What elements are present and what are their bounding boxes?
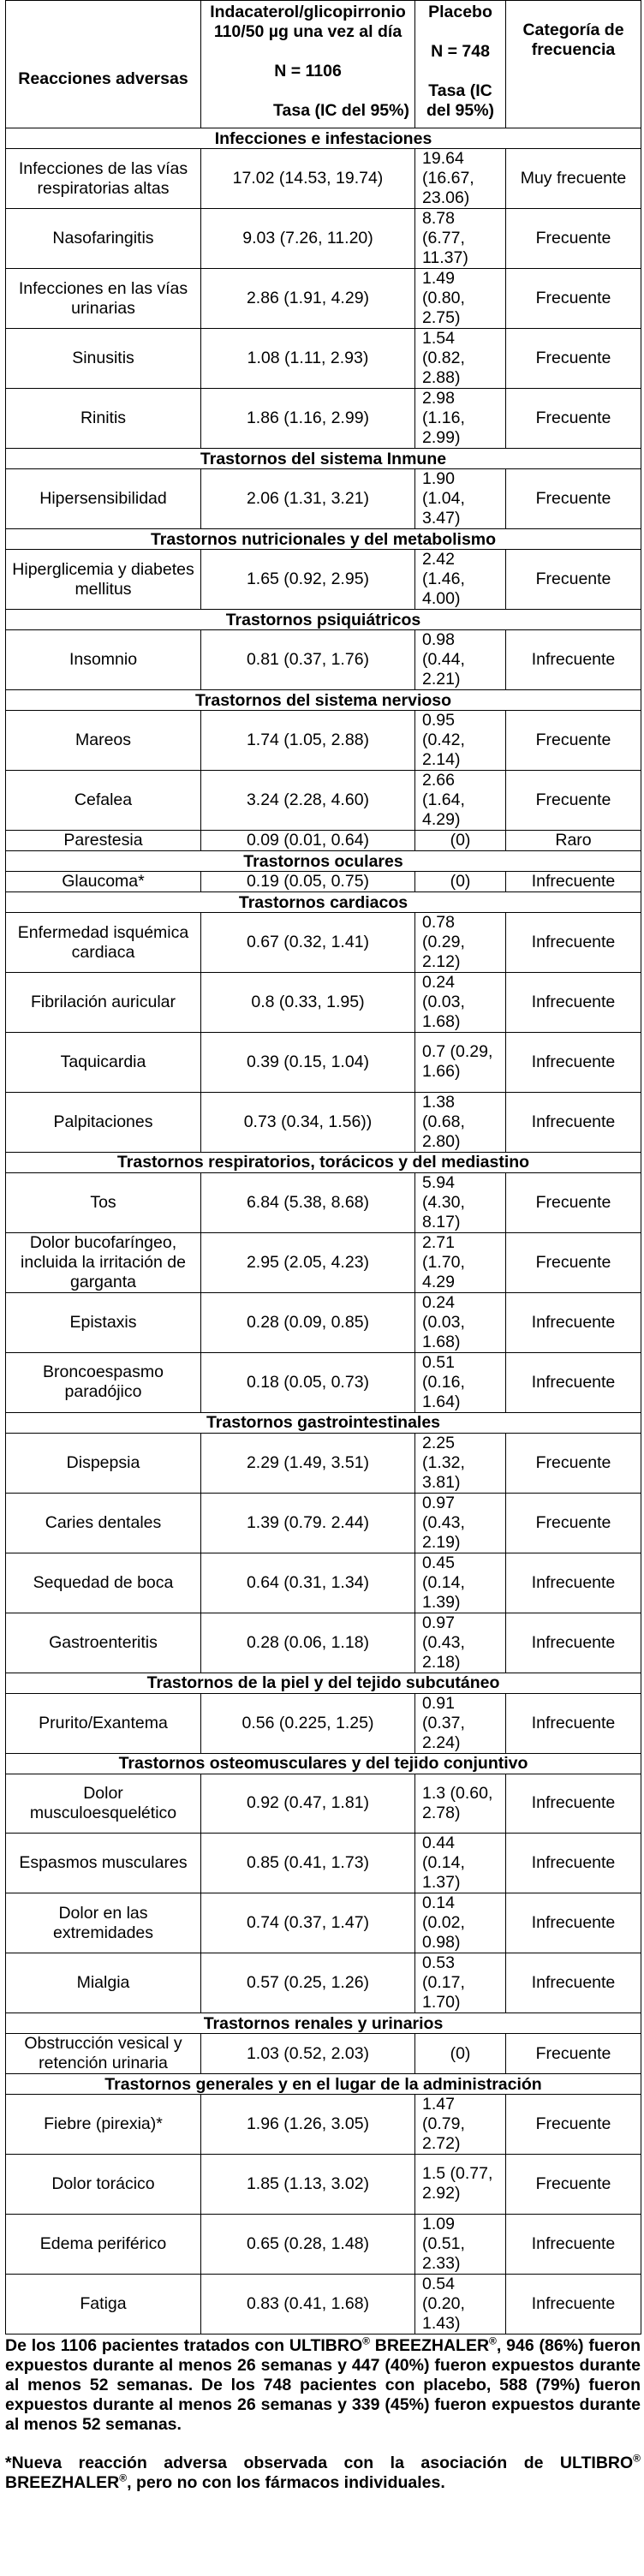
- placebo-rate-cell: 0.45 (0.14, 1.39): [415, 1553, 506, 1613]
- drug-rate-cell: 0.85 (0.41, 1.73): [201, 1834, 415, 1893]
- table-row: [6, 2155, 641, 2215]
- placebo-rate-cell: 1.54 (0.82, 2.88): [415, 329, 506, 389]
- frequency-cell: Frecuente: [506, 269, 641, 329]
- category-title: Trastornos nutricionales y del metabolismo: [6, 529, 641, 550]
- table-row: [6, 2034, 641, 2074]
- placebo-rate-cell: 5.94 (4.30, 8.17): [415, 1172, 506, 1232]
- drug-rate-cell: 2.86 (1.91, 4.29): [201, 269, 415, 329]
- frequency-cell: Frecuente: [506, 2034, 641, 2074]
- reaction-cell: Infecciones de las vías respiratorias altas: [6, 149, 201, 209]
- frequency-cell: Frecuente: [506, 1493, 641, 1553]
- placebo-rate-cell: 0.24 (0.03, 1.68): [415, 1292, 506, 1352]
- drug-rate-cell: 1.65 (0.92, 2.95): [201, 550, 415, 610]
- drug-rate-cell: 0.09 (0.01, 0.64): [201, 831, 415, 851]
- reaction-cell: Sequedad de boca: [6, 1553, 201, 1613]
- header-frequency: Categoría de frecuencia: [506, 1, 641, 128]
- placebo-rate-cell: 0.53 (0.17, 1.70): [415, 1953, 506, 2013]
- table-row: [6, 973, 641, 1033]
- frequency-cell: Infrecuente: [506, 1953, 641, 2013]
- placebo-rate-cell: 8.78 (6.77, 11.37): [415, 209, 506, 269]
- placebo-rate-cell: (0): [415, 831, 506, 851]
- footnote-exposure-text-b: BREEZHALER: [369, 2336, 490, 2355]
- footnote-exposure-text-a: De los 1106 pacientes tratados con ULTIBRO: [5, 2336, 363, 2355]
- drug-rate-cell: 0.81 (0.37, 1.76): [201, 630, 415, 690]
- reaction-cell: Fatiga: [6, 2274, 201, 2334]
- drug-rate-cell: 2.29 (1.49, 3.51): [201, 1433, 415, 1493]
- category-row: [6, 1412, 641, 1433]
- placebo-rate-cell: 2.71 (1.70, 4.29: [415, 1232, 506, 1292]
- frequency-cell: Raro: [506, 831, 641, 851]
- header-drug-rate: Tasa (IC del 95%): [273, 101, 409, 120]
- table-row: [6, 831, 641, 851]
- drug-rate-cell: 1.96 (1.26, 3.05): [201, 2095, 415, 2155]
- reaction-cell: Tos: [6, 1172, 201, 1232]
- header-drug: [201, 1, 415, 128]
- header-reactions: Reacciones adversas: [6, 1, 201, 128]
- drug-rate-cell: 0.19 (0.05, 0.75): [201, 872, 415, 892]
- reaction-cell: Enfermedad isquémica cardiaca: [6, 913, 201, 973]
- category-title: Trastornos del sistema Inmune: [6, 449, 641, 469]
- table-row: [6, 1953, 641, 2013]
- reaction-cell: Dolor bucofaríngeo, incluida la irritación de garganta: [6, 1232, 201, 1292]
- frequency-cell: Infrecuente: [506, 1834, 641, 1893]
- category-row: [6, 529, 641, 550]
- header-placebo-n: N = 748: [431, 42, 490, 61]
- drug-rate-cell: 0.28 (0.09, 0.85): [201, 1292, 415, 1352]
- reaction-cell: Taquicardia: [6, 1033, 201, 1093]
- placebo-rate-cell: 2.98 (1.16, 2.99): [415, 389, 506, 449]
- registered-mark: ®: [362, 2334, 370, 2347]
- frequency-cell: Infrecuente: [506, 1693, 641, 1753]
- table-row: [6, 1553, 641, 1613]
- footnote-new-text-c: , pero no con los fármacos individuales.: [127, 2473, 445, 2492]
- frequency-cell: Infrecuente: [506, 2214, 641, 2274]
- drug-rate-cell: 1.08 (1.11, 2.93): [201, 329, 415, 389]
- reaction-cell: Obstrucción vesical y retención urinaria: [6, 2034, 201, 2074]
- placebo-rate-cell: 1.90 (1.04, 3.47): [415, 469, 506, 529]
- header-drug-line2: 110/50 µg una vez al día: [213, 22, 402, 41]
- table-row: [6, 711, 641, 771]
- reaction-cell: Hipersensibilidad: [6, 469, 201, 529]
- category-title: Trastornos gastrointestinales: [6, 1412, 641, 1433]
- reaction-cell: Infecciones en las vías urinarias: [6, 269, 201, 329]
- reaction-cell: Sinusitis: [6, 329, 201, 389]
- reaction-cell: Insomnio: [6, 630, 201, 690]
- drug-rate-cell: 2.95 (2.05, 4.23): [201, 1232, 415, 1292]
- frequency-cell: Infrecuente: [506, 1292, 641, 1352]
- frequency-cell: Infrecuente: [506, 2274, 641, 2334]
- header-drug-line1: Indacaterol/glicopirronio: [210, 3, 406, 21]
- frequency-cell: Frecuente: [506, 389, 641, 449]
- frequency-cell: Frecuente: [506, 329, 641, 389]
- frequency-cell: Frecuente: [506, 1433, 641, 1493]
- drug-rate-cell: 1.39 (0.79. 2.44): [201, 1493, 415, 1553]
- drug-rate-cell: 3.24 (2.28, 4.60): [201, 771, 415, 831]
- reaction-cell: Espasmos musculares: [6, 1834, 201, 1893]
- placebo-rate-cell: 1.38 (0.68, 2.80): [415, 1092, 506, 1152]
- frequency-cell: Infrecuente: [506, 1613, 641, 1673]
- reaction-cell: Palpitaciones: [6, 1092, 201, 1152]
- table-row: [6, 469, 641, 529]
- table-row: [6, 1834, 641, 1893]
- placebo-rate-cell: 0.78 (0.29, 2.12): [415, 913, 506, 973]
- category-row: [6, 1753, 641, 1774]
- frequency-cell: Frecuente: [506, 1172, 641, 1232]
- table-row: [6, 1172, 641, 1232]
- footnote-new-text-b: BREEZHALER: [5, 2473, 120, 2492]
- placebo-rate-cell: 0.51 (0.16, 1.64): [415, 1352, 506, 1412]
- drug-rate-cell: 0.83 (0.41, 1.68): [201, 2274, 415, 2334]
- placebo-rate-cell: 1.3 (0.60, 2.78): [415, 1774, 506, 1834]
- category-row: [6, 610, 641, 630]
- placebo-rate-cell: 1.5 (0.77, 2.92): [415, 2155, 506, 2215]
- drug-rate-cell: 0.18 (0.05, 0.73): [201, 1352, 415, 1412]
- reaction-cell: Mialgia: [6, 1953, 201, 2013]
- frequency-cell: Frecuente: [506, 2155, 641, 2215]
- table-row: [6, 149, 641, 209]
- drug-rate-cell: 0.67 (0.32, 1.41): [201, 913, 415, 973]
- reaction-cell: Fiebre (pirexia)*: [6, 2095, 201, 2155]
- drug-rate-cell: 0.8 (0.33, 1.95): [201, 973, 415, 1033]
- reaction-cell: Mareos: [6, 711, 201, 771]
- placebo-rate-cell: 0.54 (0.20, 1.43): [415, 2274, 506, 2334]
- drug-rate-cell: 0.28 (0.06, 1.18): [201, 1613, 415, 1673]
- table-row: [6, 1232, 641, 1292]
- category-title: Trastornos respiratorios, torácicos y del mediastino: [6, 1152, 641, 1172]
- frequency-cell: Infrecuente: [506, 1033, 641, 1093]
- category-row: [6, 892, 641, 913]
- drug-rate-cell: 0.73 (0.34, 1.56)): [201, 1092, 415, 1152]
- drug-rate-cell: 0.57 (0.25, 1.26): [201, 1953, 415, 2013]
- placebo-rate-cell: 1.09 (0.51, 2.33): [415, 2214, 506, 2274]
- table-row: [6, 1033, 641, 1093]
- drug-rate-cell: 0.56 (0.225, 1.25): [201, 1693, 415, 1753]
- placebo-rate-cell: 0.97 (0.43, 2.19): [415, 1493, 506, 1553]
- reaction-cell: Dispepsia: [6, 1433, 201, 1493]
- drug-rate-cell: 0.65 (0.28, 1.48): [201, 2214, 415, 2274]
- category-title: Trastornos generales y en el lugar de la administración: [6, 2074, 641, 2095]
- table-row: [6, 329, 641, 389]
- category-title: Trastornos renales y urinarios: [6, 2013, 641, 2034]
- adverse-reactions-table: [5, 0, 641, 2334]
- frequency-cell: Frecuente: [506, 550, 641, 610]
- placebo-rate-cell: 2.42 (1.46, 4.00): [415, 550, 506, 610]
- header-placebo: [415, 1, 506, 128]
- registered-mark: ®: [633, 2452, 641, 2465]
- placebo-rate-cell: 0.97 (0.43, 2.18): [415, 1613, 506, 1673]
- frequency-cell: Infrecuente: [506, 973, 641, 1033]
- drug-rate-cell: 0.64 (0.31, 1.34): [201, 1553, 415, 1613]
- placebo-rate-cell: (0): [415, 2034, 506, 2074]
- table-row: [6, 1092, 641, 1152]
- frequency-cell: Frecuente: [506, 711, 641, 771]
- table-row: [6, 1292, 641, 1352]
- footnote-exposure-text-c: , 946 (86%) fueron expuestos durante al menos 26 semanas y 447 (40%) fueron expuestos durante al menos 52 semanas. De los 748 pacientes con placebo, 588 (79%) fueron expuestos durante al menos 26 semanas y 339 (45%) fueron expuestos durante al menos 52 semanas.: [5, 2336, 641, 2434]
- placebo-rate-cell: 1.47 (0.79, 2.72): [415, 2095, 506, 2155]
- drug-rate-cell: 2.06 (1.31, 3.21): [201, 469, 415, 529]
- drug-rate-cell: 17.02 (14.53, 19.74): [201, 149, 415, 209]
- table-row: [6, 1893, 641, 1953]
- table-row: [6, 389, 641, 449]
- reaction-cell: Parestesia: [6, 831, 201, 851]
- frequency-cell: Infrecuente: [506, 1893, 641, 1953]
- drug-rate-cell: 1.03 (0.52, 2.03): [201, 2034, 415, 2074]
- category-title: Trastornos de la piel y del tejido subcutáneo: [6, 1673, 641, 1693]
- reaction-cell: Gastroenteritis: [6, 1613, 201, 1673]
- reaction-cell: Hiperglicemia y diabetes mellitus: [6, 550, 201, 610]
- table-row: [6, 2274, 641, 2334]
- frequency-cell: Frecuente: [506, 2095, 641, 2155]
- header-drug-n: N = 1106: [274, 62, 342, 80]
- reaction-cell: Dolor torácico: [6, 2155, 201, 2215]
- drug-rate-cell: 6.84 (5.38, 8.68): [201, 1172, 415, 1232]
- drug-rate-cell: 1.86 (1.16, 2.99): [201, 389, 415, 449]
- footnote-new-reaction: [5, 2454, 641, 2493]
- placebo-rate-cell: 19.64 (16.67, 23.06): [415, 149, 506, 209]
- reaction-cell: Dolor en las extremidades: [6, 1893, 201, 1953]
- reaction-cell: Fibrilación auricular: [6, 973, 201, 1033]
- table-row: [6, 1493, 641, 1553]
- frequency-cell: Frecuente: [506, 771, 641, 831]
- frequency-cell: Infrecuente: [506, 1092, 641, 1152]
- placebo-rate-cell: 0.95 (0.42, 2.14): [415, 711, 506, 771]
- table-row: [6, 771, 641, 831]
- category-title: Trastornos oculares: [6, 851, 641, 872]
- footnote-exposure: [5, 2336, 641, 2435]
- reaction-cell: Rinitis: [6, 389, 201, 449]
- placebo-rate-cell: 0.91 (0.37, 2.24): [415, 1693, 506, 1753]
- table-row: [6, 1613, 641, 1673]
- table-row: [6, 630, 641, 690]
- footnote-new-text-a: *Nueva reacción adversa observada con la asociación de ULTIBRO: [5, 2454, 634, 2472]
- placebo-rate-cell: 1.49 (0.80, 2.75): [415, 269, 506, 329]
- placebo-rate-cell: 0.24 (0.03, 1.68): [415, 973, 506, 1033]
- drug-rate-cell: 0.92 (0.47, 1.81): [201, 1774, 415, 1834]
- frequency-cell: Frecuente: [506, 469, 641, 529]
- reaction-cell: Cefalea: [6, 771, 201, 831]
- frequency-cell: Infrecuente: [506, 1774, 641, 1834]
- placebo-rate-cell: 2.66 (1.64, 4.29): [415, 771, 506, 831]
- drug-rate-cell: 0.74 (0.37, 1.47): [201, 1893, 415, 1953]
- table-row: [6, 872, 641, 892]
- category-row: [6, 690, 641, 711]
- drug-rate-cell: 9.03 (7.26, 11.20): [201, 209, 415, 269]
- reaction-cell: Edema periférico: [6, 2214, 201, 2274]
- placebo-rate-cell: 0.7 (0.29, 1.66): [415, 1033, 506, 1093]
- placebo-rate-cell: 0.44 (0.14, 1.37): [415, 1834, 506, 1893]
- category-row: [6, 851, 641, 872]
- table-row: [6, 550, 641, 610]
- category-title: Trastornos osteomusculares y del tejido conjuntivo: [6, 1753, 641, 1774]
- reaction-cell: Dolor musculoesquelético: [6, 1774, 201, 1834]
- table-row: [6, 1693, 641, 1753]
- drug-rate-cell: 1.74 (1.05, 2.88): [201, 711, 415, 771]
- category-row: [6, 1673, 641, 1693]
- table-row: [6, 1774, 641, 1834]
- frequency-cell: Frecuente: [506, 1232, 641, 1292]
- category-row: [6, 1152, 641, 1172]
- table-row: [6, 1433, 641, 1493]
- table-row: [6, 2214, 641, 2274]
- category-row: [6, 449, 641, 469]
- table-row: [6, 269, 641, 329]
- placebo-rate-cell: 2.25 (1.32, 3.81): [415, 1433, 506, 1493]
- reaction-cell: Nasofaringitis: [6, 209, 201, 269]
- registered-mark: ®: [119, 2472, 128, 2484]
- placebo-rate-cell: (0): [415, 872, 506, 892]
- category-title: Trastornos del sistema nervioso: [6, 690, 641, 711]
- placebo-rate-cell: 0.14 (0.02, 0.98): [415, 1893, 506, 1953]
- frequency-cell: Frecuente: [506, 209, 641, 269]
- placebo-rate-cell: 0.98 (0.44, 2.21): [415, 630, 506, 690]
- frequency-cell: Infrecuente: [506, 872, 641, 892]
- frequency-cell: Infrecuente: [506, 1352, 641, 1412]
- header-placebo-rate: Tasa (IC del 95%): [426, 81, 495, 120]
- table-header-row: [6, 1, 641, 128]
- frequency-cell: Infrecuente: [506, 630, 641, 690]
- table-row: [6, 1352, 641, 1412]
- category-row: [6, 128, 641, 149]
- reaction-cell: Glaucoma*: [6, 872, 201, 892]
- category-title: Infecciones e infestaciones: [6, 128, 641, 149]
- category-title: Trastornos cardiacos: [6, 892, 641, 913]
- category-row: [6, 2074, 641, 2095]
- registered-mark: ®: [489, 2334, 497, 2347]
- reaction-cell: Prurito/Exantema: [6, 1693, 201, 1753]
- reaction-cell: Epistaxis: [6, 1292, 201, 1352]
- frequency-cell: Infrecuente: [506, 913, 641, 973]
- drug-rate-cell: 1.85 (1.13, 3.02): [201, 2155, 415, 2215]
- frequency-cell: Infrecuente: [506, 1553, 641, 1613]
- reaction-cell: Broncoespasmo paradójico: [6, 1352, 201, 1412]
- table-row: [6, 2095, 641, 2155]
- header-placebo-title: Placebo: [428, 3, 492, 21]
- category-title: Trastornos psiquiátricos: [6, 610, 641, 630]
- frequency-cell: Muy frecuente: [506, 149, 641, 209]
- drug-rate-cell: 0.39 (0.15, 1.04): [201, 1033, 415, 1093]
- table-row: [6, 913, 641, 973]
- reaction-cell: Caries dentales: [6, 1493, 201, 1553]
- category-row: [6, 2013, 641, 2034]
- table-row: [6, 209, 641, 269]
